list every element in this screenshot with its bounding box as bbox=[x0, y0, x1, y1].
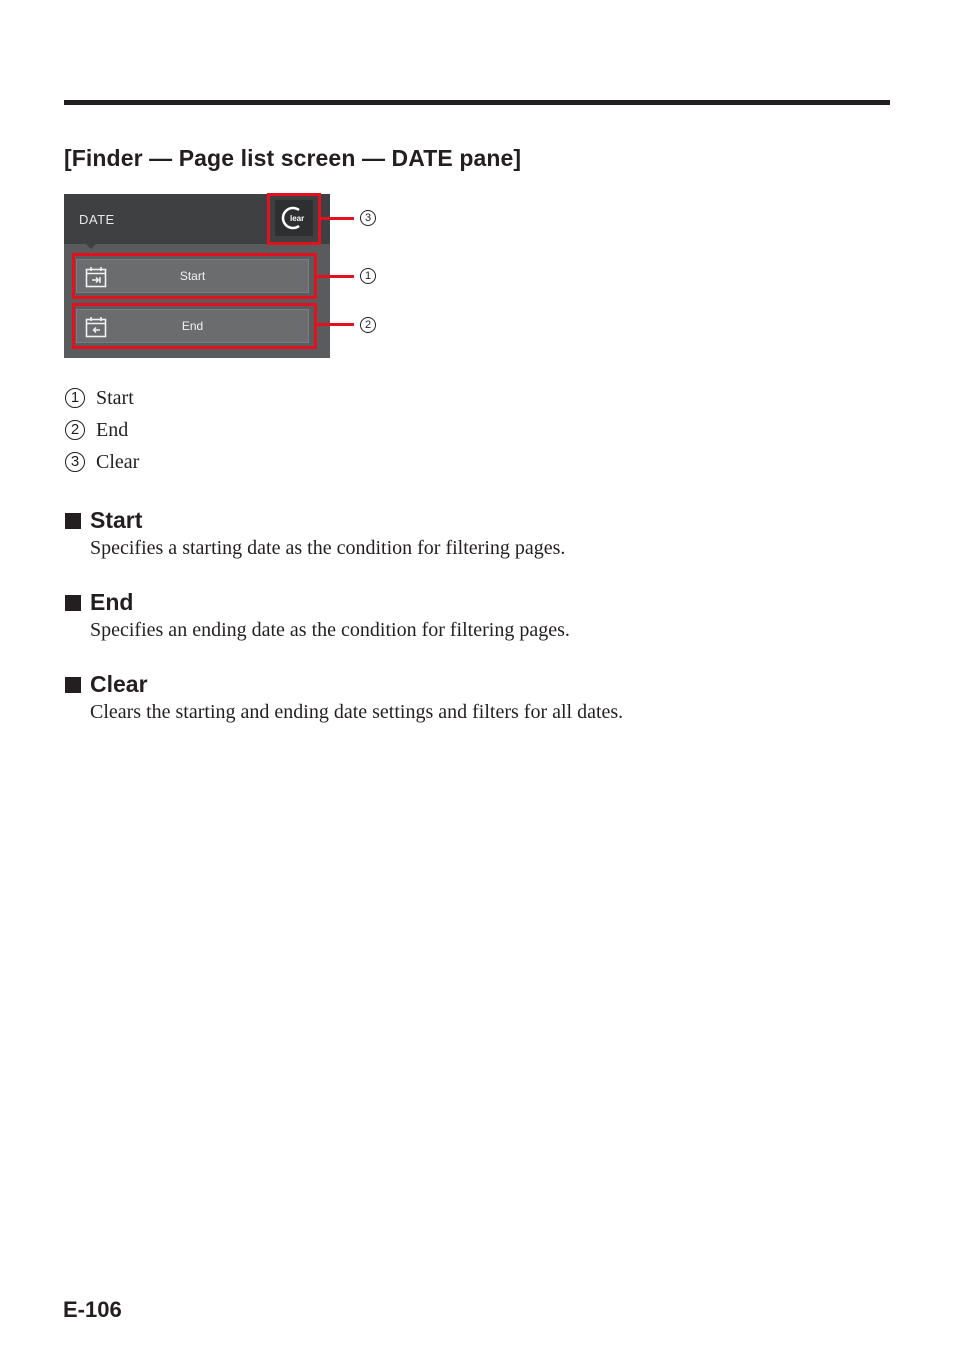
section-body-end: Specifies an ending date as the condition for filtering pages. bbox=[90, 619, 570, 641]
start-leader-line bbox=[317, 275, 354, 278]
start-highlight-frame bbox=[72, 253, 317, 299]
legend-item bbox=[65, 450, 139, 474]
legend-number: 2 bbox=[65, 420, 85, 440]
legend-label: Clear bbox=[96, 450, 140, 473]
callout-start: 1 bbox=[360, 268, 376, 284]
bullet-square-icon bbox=[65, 595, 81, 611]
section-heading-clear bbox=[65, 671, 148, 698]
section-title: End bbox=[90, 589, 134, 615]
legend-item bbox=[65, 386, 134, 410]
clear-icon-text: lear bbox=[290, 214, 305, 223]
section-heading-start bbox=[65, 507, 142, 534]
callout-end: 2 bbox=[360, 317, 376, 333]
section-title: Clear bbox=[90, 671, 148, 697]
legend-number: 1 bbox=[65, 388, 85, 408]
bullet-square-icon bbox=[65, 677, 81, 693]
start-button-label: Start bbox=[179, 269, 206, 283]
bullet-square-icon bbox=[65, 513, 81, 529]
legend-label: End bbox=[96, 418, 129, 441]
section-heading-end bbox=[65, 589, 133, 616]
legend-number: 3 bbox=[65, 452, 85, 472]
clear-leader-line bbox=[321, 217, 354, 220]
legend-item bbox=[65, 418, 128, 442]
section-body-start: Specifies a starting date as the condition for filtering pages. bbox=[90, 537, 566, 559]
end-leader-line bbox=[317, 323, 354, 326]
end-button-label: End bbox=[181, 319, 204, 333]
section-body-clear: Clears the starting and ending date settings and filters for all dates. bbox=[90, 701, 624, 723]
page-title: [Finder — Page list screen — DATE pane] bbox=[64, 145, 522, 171]
date-pane-header-label: DATE bbox=[79, 212, 115, 227]
header-pointer bbox=[86, 244, 96, 249]
header-rule bbox=[64, 100, 890, 105]
callout-clear: 3 bbox=[360, 210, 376, 226]
section-title: Start bbox=[90, 507, 143, 533]
clear-highlight-frame bbox=[267, 193, 321, 245]
legend-label: Start bbox=[96, 386, 134, 409]
page-number: E-106 bbox=[63, 1297, 122, 1322]
end-highlight-frame bbox=[72, 303, 317, 349]
